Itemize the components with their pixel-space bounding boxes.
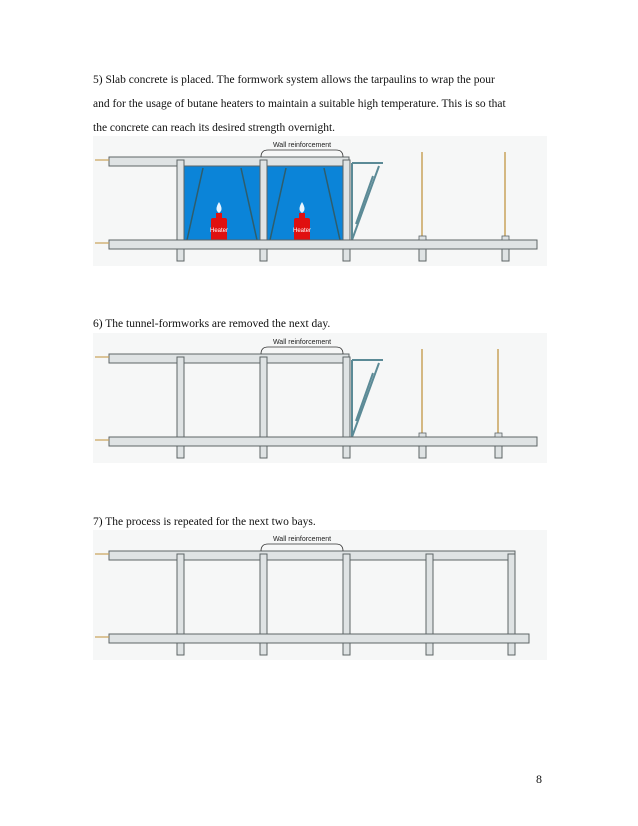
step-7-line-1: 7) The process is repeated for the next two bays. (93, 516, 316, 528)
heater-1-label: Heater (209, 228, 229, 234)
step-5-paragraph (93, 68, 563, 140)
figure-7-drawing (93, 530, 547, 660)
wall-3 (343, 554, 350, 636)
wall-reinforcement-label: Wall reinforcement (272, 536, 332, 543)
figure-step-6 (93, 333, 547, 463)
figure-step-7 (93, 530, 547, 660)
heater-1-nozzle (216, 213, 222, 219)
upper-slab (109, 354, 349, 363)
wall-2 (260, 160, 267, 242)
step-6-line-1: 6) The tunnel-formworks are removed the next day. (93, 318, 331, 330)
wall-3 (343, 160, 350, 242)
wall-reinforcement-label: Wall reinforcement (272, 339, 332, 346)
ground-slab (109, 437, 537, 446)
wall-1 (177, 357, 184, 439)
figure-6-drawing (93, 333, 547, 463)
step-5-line-3: the concrete can reach its desired strength overnight. (93, 122, 336, 134)
figure-5-drawing (93, 136, 547, 266)
upper-slab (109, 551, 515, 560)
page-number: 8 (536, 772, 542, 786)
wall-1 (177, 160, 184, 242)
figure-step-5 (93, 136, 547, 266)
heater-2-label: Heater (292, 228, 312, 234)
step-5-line-1: 5) Slab concrete is placed. The formwork system allows the tarpaulins to wrap the pour (93, 74, 495, 86)
wall-reinforcement-label: Wall reinforcement (272, 142, 332, 149)
heater-2-nozzle (299, 213, 305, 219)
ground-slab (109, 240, 537, 249)
wall-5 (508, 554, 515, 636)
wall-4 (426, 554, 433, 636)
wall-2 (260, 357, 267, 439)
wall-3 (343, 357, 350, 439)
ground-slab (109, 634, 529, 643)
upper-slab (109, 157, 349, 166)
wall-2 (260, 554, 267, 636)
wall-1 (177, 554, 184, 636)
step-5-line-2: and for the usage of butane heaters to maintain a suitable high temperature. This is so that (93, 98, 506, 110)
